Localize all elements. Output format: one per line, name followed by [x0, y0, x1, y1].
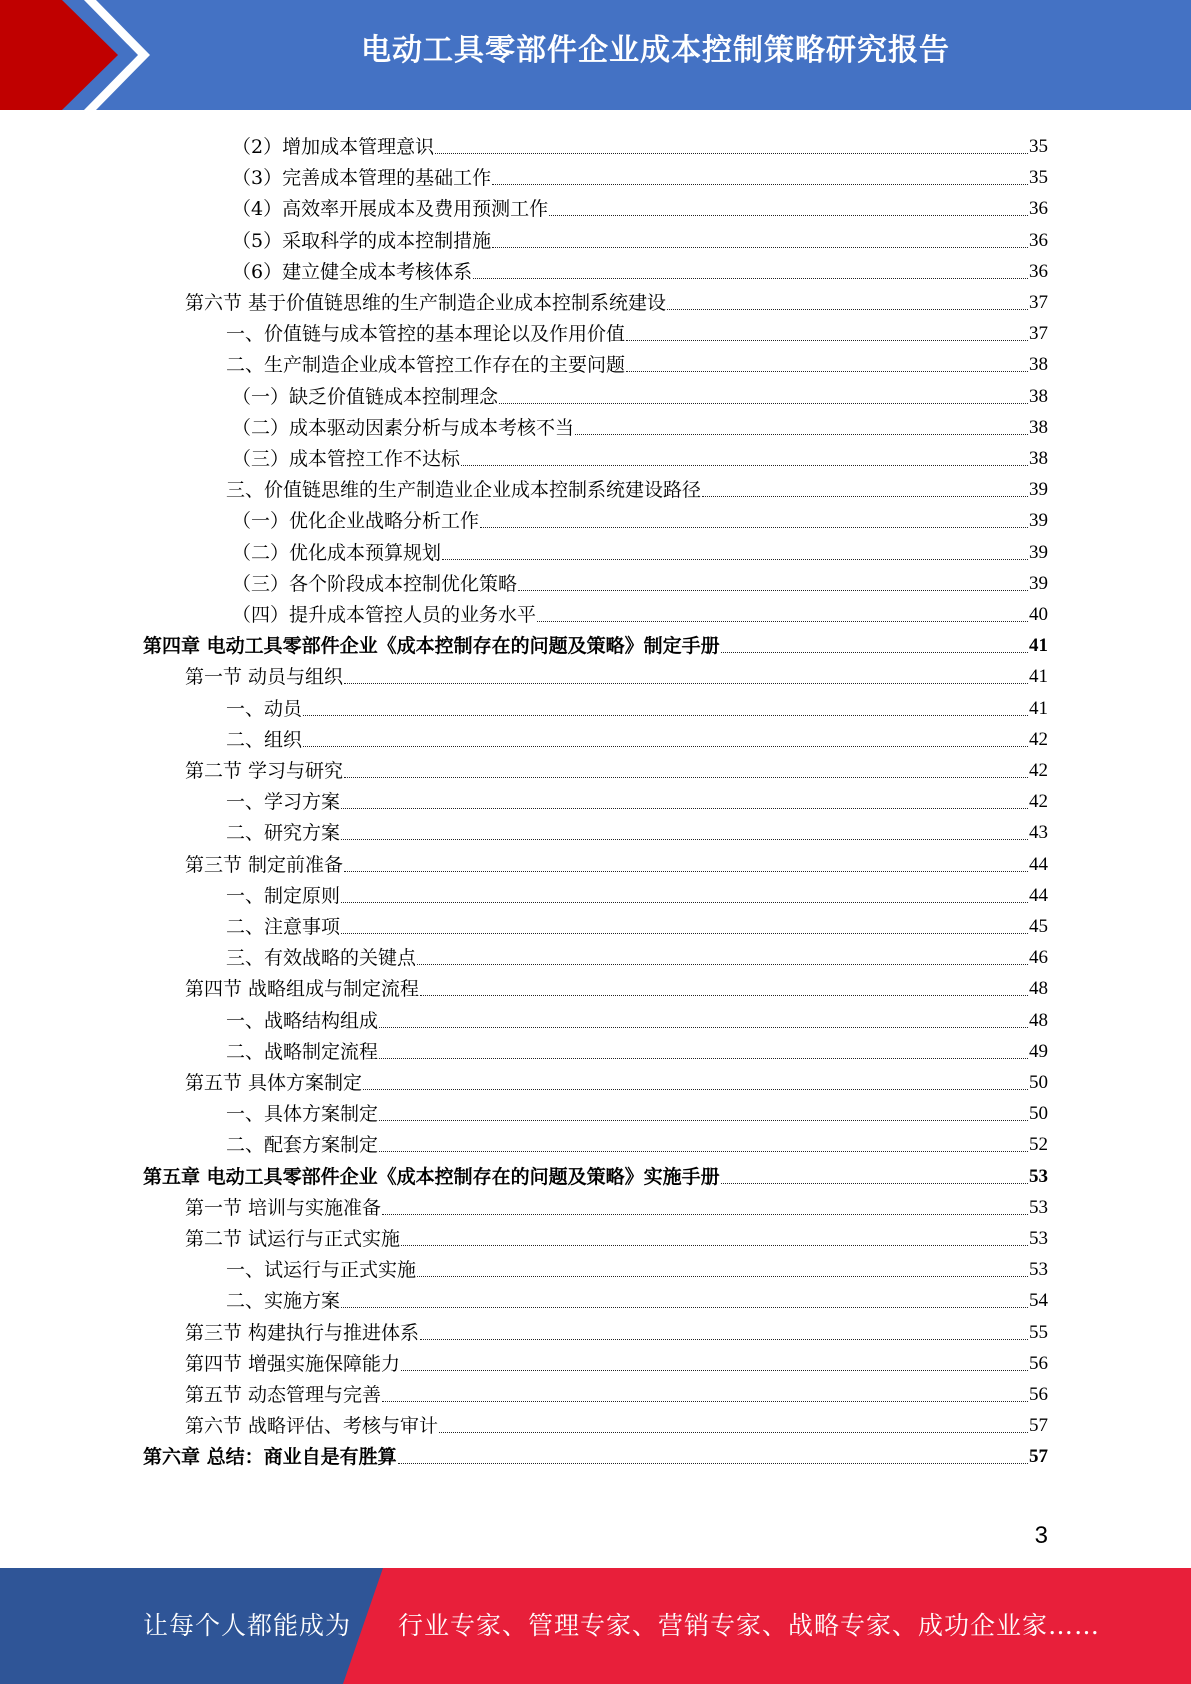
toc-dot-leader	[401, 1352, 1028, 1371]
toc-section-entry[interactable]	[185, 1314, 1048, 1345]
toc-dot-leader	[537, 603, 1028, 622]
toc-dot-leader	[344, 759, 1028, 778]
toc-subsection-entry[interactable]	[226, 1095, 1048, 1126]
toc-entry-page: 56	[1029, 1384, 1048, 1405]
toc-entry-title: 第六节 战略评估、考核与审计	[185, 1415, 439, 1438]
toc-entry-title: 三、有效战略的关键点	[226, 947, 417, 970]
toc-dot-leader	[379, 1102, 1028, 1121]
toc-entry-title: （6）建立健全成本考核体系	[232, 260, 473, 283]
toc-entry-title: 二、配套方案制定	[226, 1134, 379, 1157]
toc-entry-page: 42	[1029, 760, 1048, 781]
toc-subsection-entry[interactable]	[232, 440, 1048, 471]
toc-entry-title: 一、制定原则	[226, 884, 341, 907]
toc-section-entry[interactable]	[185, 1345, 1048, 1376]
toc-entry-page: 44	[1029, 884, 1048, 906]
toc-entry-title: （三）成本管控工作不达标	[232, 448, 461, 470]
toc-dot-leader	[344, 853, 1028, 872]
toc-entry-page: 42	[1029, 728, 1048, 750]
toc-subsection-entry[interactable]	[232, 502, 1048, 533]
toc-subsection-entry[interactable]	[232, 534, 1048, 565]
toc-entry-title: （4）高效率开展成本及费用预测工作	[232, 198, 549, 221]
toc-dot-leader	[575, 416, 1028, 435]
toc-entry-page: 52	[1029, 1134, 1048, 1156]
toc-entry-page: 54	[1029, 1290, 1048, 1312]
toc-dot-leader	[499, 385, 1028, 404]
toc-entry-title: 三、价值链思维的生产制造业企业成本控制系统建设路径	[226, 479, 702, 502]
page-footer	[0, 1568, 1191, 1684]
toc-entry-title: （二）优化成本预算规划	[232, 541, 442, 564]
toc-dot-leader	[379, 1040, 1028, 1059]
toc-entry-title: 第二节 学习与研究	[185, 760, 344, 782]
toc-entry-title: 第二节 试运行与正式实施	[185, 1228, 401, 1250]
toc-subsection-entry[interactable]	[226, 471, 1048, 502]
toc-section-entry[interactable]	[185, 752, 1048, 783]
toc-subsection-entry[interactable]	[226, 908, 1048, 939]
toc-entry-page: 49	[1029, 1040, 1048, 1062]
toc-subsection-entry[interactable]	[232, 409, 1048, 440]
toc-subsection-entry[interactable]	[232, 378, 1048, 409]
toc-dot-leader	[420, 1321, 1028, 1340]
toc-entry-title: 二、研究方案	[226, 822, 341, 845]
toc-subsection-entry[interactable]	[226, 877, 1048, 908]
toc-subsection-entry[interactable]	[226, 1251, 1048, 1282]
toc-dot-leader	[382, 1383, 1028, 1402]
toc-entry-page: 36	[1029, 260, 1048, 282]
toc-entry-page: 53	[1029, 1165, 1048, 1187]
toc-subsection-entry[interactable]	[232, 128, 1048, 159]
footer-slogan-right: 行业专家、管理专家、营销专家、战略专家、成功企业家……	[398, 1611, 1101, 1640]
toc-dot-leader	[442, 541, 1028, 560]
toc-entry-page: 35	[1029, 136, 1048, 157]
toc-dot-leader	[379, 1009, 1028, 1028]
toc-subsection-entry[interactable]	[226, 1002, 1048, 1033]
toc-chapter-entry[interactable]	[143, 627, 1048, 658]
toc-entry-page: 38	[1029, 416, 1048, 438]
toc-dot-leader	[379, 1133, 1028, 1152]
toc-dot-leader	[363, 1071, 1028, 1090]
toc-entry-title: 二、实施方案	[226, 1290, 341, 1313]
toc-entry-page: 40	[1029, 604, 1048, 625]
toc-entry-page: 46	[1029, 947, 1048, 969]
toc-entry-title: 一、试运行与正式实施	[226, 1259, 417, 1282]
toc-dot-leader	[435, 135, 1028, 154]
toc-dot-leader	[401, 1227, 1028, 1246]
toc-entry-title: （一）优化企业战略分析工作	[232, 510, 480, 533]
toc-subsection-entry[interactable]	[226, 1126, 1048, 1157]
toc-section-entry[interactable]	[185, 970, 1048, 1001]
toc-dot-leader	[461, 447, 1028, 466]
toc-subsection-entry[interactable]	[226, 346, 1048, 377]
toc-dot-leader	[341, 790, 1028, 809]
toc-subsection-entry[interactable]	[232, 253, 1048, 284]
toc-entry-page: 53	[1029, 1259, 1048, 1281]
toc-dot-leader	[417, 1258, 1028, 1277]
toc-entry-page: 39	[1029, 541, 1048, 563]
toc-entry-page: 50	[1029, 1103, 1048, 1125]
toc-dot-leader	[480, 509, 1028, 528]
toc-entry-page: 39	[1029, 479, 1048, 501]
toc-entry-page: 43	[1029, 822, 1048, 844]
toc-entry-page: 39	[1029, 572, 1048, 594]
toc-subsection-entry[interactable]	[226, 1033, 1048, 1064]
toc-entry-title: 二、战略制定流程	[226, 1040, 379, 1063]
toc-dot-leader	[518, 572, 1028, 591]
toc-entry-page: 42	[1029, 791, 1048, 813]
toc-entry-title: 第四节 增强实施保障能力	[185, 1352, 401, 1375]
toc-dot-leader	[420, 977, 1028, 996]
toc-subsection-entry[interactable]	[226, 1282, 1048, 1313]
toc-dot-leader	[492, 229, 1028, 248]
toc-subsection-entry[interactable]	[226, 315, 1048, 346]
toc-entry-page: 41	[1029, 697, 1048, 719]
toc-entry-title: （一）缺乏价值链成本控制理念	[232, 385, 499, 408]
toc-dot-leader	[303, 697, 1028, 716]
toc-dot-leader	[667, 291, 1028, 310]
toc-entry-page: 50	[1029, 1072, 1048, 1093]
toc-entry-title: 第六章 总结：商业自是有胜算	[143, 1446, 397, 1469]
toc-dot-leader	[417, 946, 1028, 965]
toc-section-entry[interactable]	[185, 284, 1048, 315]
toc-entry-title: （3）完善成本管理的基础工作	[232, 167, 492, 190]
page-number: 3	[1034, 1522, 1048, 1549]
toc-entry-title: 第五章 电动工具零部件企业《成本控制存在的问题及策略》实施手册	[143, 1165, 720, 1188]
toc-section-entry[interactable]	[185, 1064, 1048, 1095]
toc-subsection-entry[interactable]	[226, 721, 1048, 752]
toc-entry-title: 第六节 基于价值链思维的生产制造企业成本控制系统建设	[185, 292, 667, 314]
toc-entry-title: （5）采取科学的成本控制措施	[232, 229, 492, 252]
toc-entry-page: 38	[1029, 385, 1048, 407]
header-title: 电动工具零部件企业成本控制策略研究报告	[361, 33, 950, 68]
toc-entry-title: 第四节 战略组成与制定流程	[185, 978, 420, 1001]
toc-entry-title: 一、学习方案	[226, 791, 341, 814]
toc-entry-title: 第一节 动员与组织	[185, 666, 344, 689]
toc-entry-page: 38	[1029, 354, 1048, 376]
toc-entry-page: 48	[1029, 978, 1048, 1000]
toc-section-entry[interactable]	[185, 1376, 1048, 1407]
toc-entry-page: 41	[1029, 666, 1048, 688]
toc-entry-page: 36	[1029, 198, 1048, 220]
toc-entry-title: 二、注意事项	[226, 916, 341, 938]
toc-section-entry[interactable]	[185, 1220, 1048, 1251]
toc-entry-page: 39	[1029, 510, 1048, 532]
toc-entry-page: 57	[1029, 1446, 1048, 1468]
toc-entry-page: 45	[1029, 916, 1048, 937]
toc-entry-title: （二）成本驱动因素分析与成本考核不当	[232, 416, 575, 439]
toc-entry-title: 第三节 制定前准备	[185, 853, 344, 876]
toc-entry-page: 53	[1029, 1228, 1048, 1249]
toc-section-entry[interactable]	[185, 658, 1048, 689]
toc-subsection-entry[interactable]	[226, 939, 1048, 970]
toc-entry-page: 55	[1029, 1321, 1048, 1343]
toc-entry-title: 二、生产制造企业成本管控工作存在的主要问题	[226, 354, 626, 377]
toc-dot-leader	[439, 1414, 1028, 1433]
toc-chapter-entry[interactable]	[143, 1438, 1048, 1469]
toc-entry-page: 57	[1029, 1415, 1048, 1437]
toc-entry-title: 第一节 培训与实施准备	[185, 1196, 382, 1219]
toc-dot-leader	[549, 197, 1028, 216]
toc-section-entry[interactable]	[185, 846, 1048, 877]
toc-entry-title: （三）各个阶段成本控制优化策略	[232, 572, 518, 595]
toc-entry-title: （2）增加成本管理意识	[232, 136, 435, 158]
toc-entry-title: 一、具体方案制定	[226, 1103, 379, 1126]
toc-entry-title: 一、战略结构组成	[226, 1009, 379, 1032]
toc-dot-leader	[341, 821, 1028, 840]
toc-entry-title: 第四章 电动工具零部件企业《成本控制存在的问题及策略》制定手册	[143, 635, 720, 658]
toc-subsection-entry[interactable]	[232, 222, 1048, 253]
toc-entry-title: 二、组织	[226, 728, 303, 751]
toc-entry-title: 一、动员	[226, 697, 303, 720]
toc-dot-leader	[303, 728, 1028, 747]
toc-dot-leader	[341, 884, 1028, 903]
toc-subsection-entry[interactable]	[232, 565, 1048, 596]
toc-entry-title: 第三节 构建执行与推进体系	[185, 1321, 420, 1344]
toc-entry-page: 36	[1029, 229, 1048, 251]
toc-subsection-entry[interactable]	[232, 596, 1048, 627]
toc-entry-title: 一、价值链与成本管控的基本理论以及作用价值	[226, 323, 626, 346]
toc-entry-page: 35	[1029, 167, 1048, 189]
toc-entry-page: 38	[1029, 448, 1048, 469]
toc-dot-leader	[626, 322, 1028, 341]
toc-subsection-entry[interactable]	[226, 783, 1048, 814]
toc-subsection-entry[interactable]	[232, 159, 1048, 190]
toc-entry-page: 48	[1029, 1009, 1048, 1031]
toc-entry-page: 56	[1029, 1352, 1048, 1374]
toc-entry-page: 53	[1029, 1196, 1048, 1218]
toc-dot-leader	[721, 1165, 1028, 1184]
toc-subsection-entry[interactable]	[226, 814, 1048, 845]
toc-subsection-entry[interactable]	[226, 690, 1048, 721]
page-header	[0, 0, 1191, 110]
toc-dot-leader	[721, 634, 1028, 653]
toc-dot-leader	[492, 166, 1028, 185]
toc-entry-page: 44	[1029, 853, 1048, 875]
toc-dot-leader	[382, 1196, 1028, 1215]
toc-entry-page: 41	[1029, 635, 1048, 657]
toc-entry-page: 37	[1029, 323, 1048, 345]
toc-chapter-entry[interactable]	[143, 1158, 1048, 1189]
toc-entry-title: 第五节 具体方案制定	[185, 1072, 363, 1094]
toc-dot-leader	[473, 260, 1028, 279]
toc-dot-leader	[626, 353, 1028, 372]
toc-entry-title: 第五节 动态管理与完善	[185, 1384, 382, 1406]
toc-dot-leader	[344, 665, 1028, 684]
toc-entry-page: 37	[1029, 292, 1048, 313]
toc-dot-leader	[341, 1289, 1028, 1308]
toc-entry-title: （四）提升成本管控人员的业务水平	[232, 604, 537, 626]
toc-dot-leader	[398, 1445, 1028, 1464]
footer-slogan-left: 让每个人都能成为	[143, 1611, 352, 1640]
toc-subsection-entry[interactable]	[232, 190, 1048, 221]
toc-section-entry[interactable]	[185, 1407, 1048, 1438]
toc-dot-leader	[702, 478, 1028, 497]
toc-section-entry[interactable]	[185, 1189, 1048, 1220]
toc-dot-leader	[341, 915, 1028, 934]
